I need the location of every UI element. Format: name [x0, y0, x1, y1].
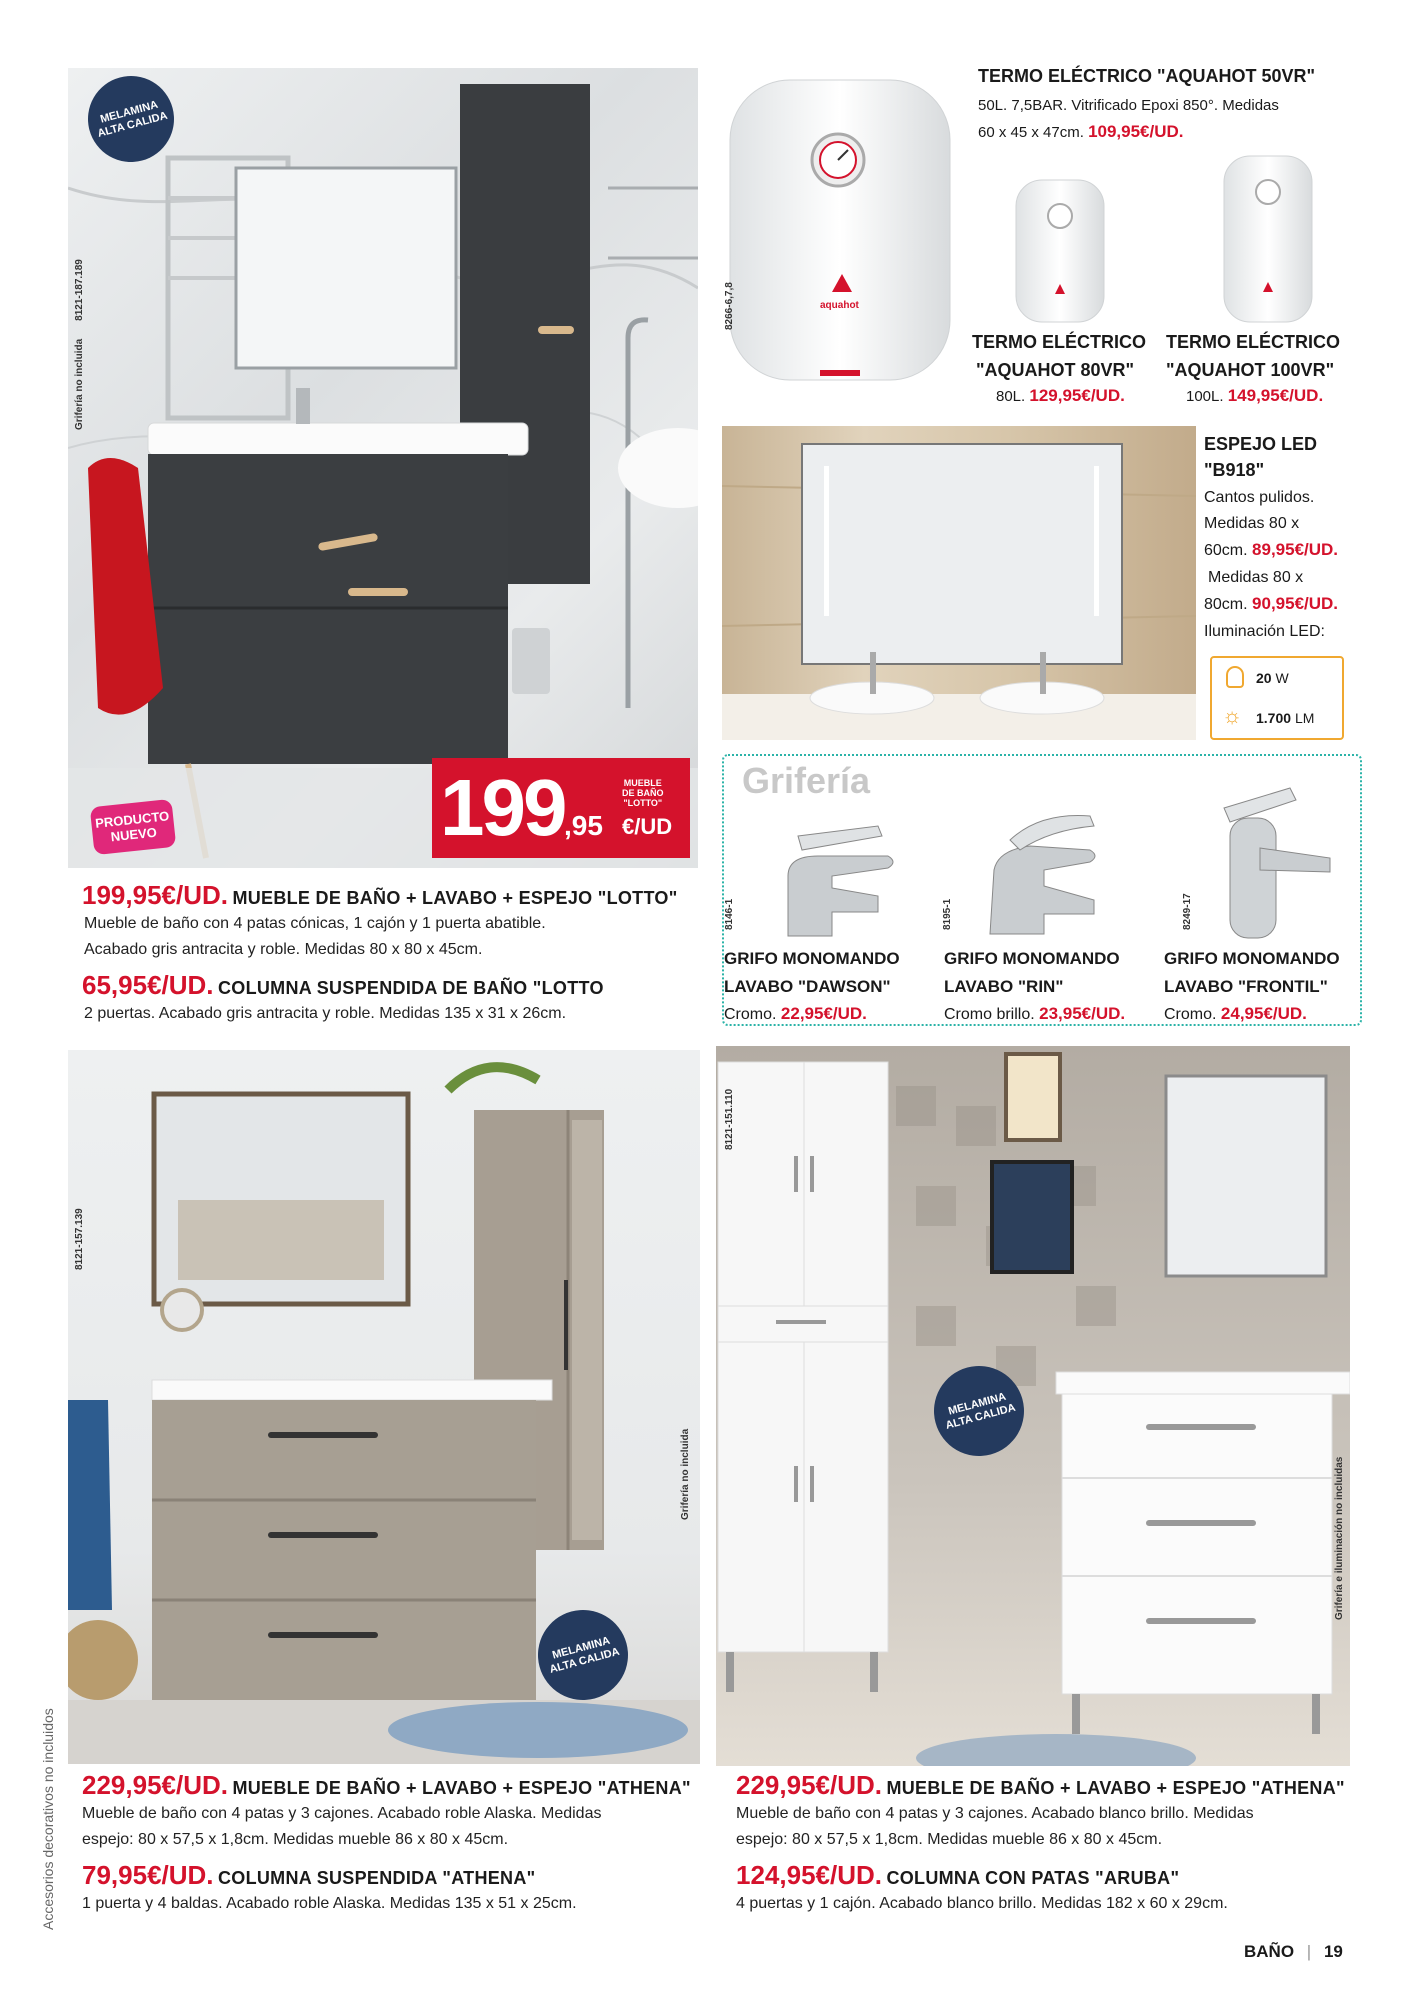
grifo-frontil-price: 24,95€/UD. — [1220, 1004, 1307, 1023]
footer-section: BAÑO — [1244, 1942, 1295, 1961]
lotto-photo — [68, 68, 698, 868]
lotto-ref: 8121-187.189 — [74, 259, 85, 321]
espejo-l5: 80cm. — [1204, 596, 1248, 613]
athena-blanco-i1-d2: espejo: 80 x 57,5 x 1,8cm. Medidas mueble 86 x 80 x 45cm. — [736, 1831, 1163, 1848]
athena-blanco-i2-price: 124,95€/UD. — [736, 1860, 882, 1890]
lotto-item1-title: MUEBLE DE BAÑO + LAVABO + ESPEJO "LOTTO" — [232, 888, 678, 908]
athena-roble-i1-title: MUEBLE DE BAÑO + LAVABO + ESPEJO "ATHENA" — [232, 1778, 691, 1798]
led-spec-box — [1210, 656, 1344, 740]
melamina-badge-text: MELAMINA ALTA CALIDA — [96, 98, 169, 140]
grifo-dawson-price: 22,95€/UD. — [780, 1004, 867, 1023]
espejo-l2: Medidas 80 x — [1204, 515, 1300, 532]
grifo-rin-ref: 8195-1 — [942, 898, 953, 930]
athena-roble-melamina-text: MELAMINA ALTA CALIDA — [548, 1634, 621, 1676]
termo-50-desc1: 50L. 7,5BAR. Vitrificado Epoxi 850°. Medidas — [978, 97, 1279, 114]
grifo-rin-price: 23,95€/UD. — [1039, 1004, 1126, 1023]
athena-roble-ref: 8121-157.139 — [74, 1208, 85, 1270]
lm-unit: LM — [1294, 710, 1315, 726]
grifo-dawson-desc-line — [724, 1002, 867, 1027]
lotto-side-note: Grifería no incluida8121-187.189 — [74, 259, 85, 430]
termo-100-photo — [1218, 152, 1318, 326]
athena-roble-i2-price: 79,95€/UD. — [82, 1860, 214, 1890]
espejo-title1: ESPEJO LED — [1204, 434, 1318, 454]
athena-blanco-i2-title: COLUMNA CON PATAS "ARUBA" — [886, 1868, 1180, 1888]
espejo-p1: 89,95€/UD. — [1252, 540, 1339, 559]
termo-80-price: 129,95€/UD. — [1029, 386, 1125, 405]
athena-blanco-i2-line — [736, 1860, 1179, 1891]
athena-roble-i1-d2: espejo: 80 x 57,5 x 1,8cm. Medidas mueble 86 x 80 x 45cm. — [82, 1831, 509, 1848]
grifo-rin-t2: LAVABO "RIN" — [944, 977, 1064, 996]
lotto-price-unit: €/UD — [622, 814, 673, 839]
espejo-p2: 90,95€/UD. — [1252, 594, 1339, 613]
grifo-dawson-ref: 8146-1 — [724, 898, 735, 930]
grifo-dawson-t1: GRIFO MONOMANDO — [724, 949, 900, 968]
grifo-rin-photo — [970, 810, 1120, 940]
lm-line — [1256, 710, 1314, 726]
grifo-rin-desc: Cromo brillo. — [944, 1006, 1035, 1023]
espejo-l3-line — [1204, 538, 1338, 563]
grifo-frontil-t1: GRIFO MONOMANDO — [1164, 949, 1340, 968]
lm-value: 1.700 — [1256, 710, 1292, 726]
bulb-icon — [1226, 666, 1244, 688]
termo-100-desc: 100L. — [1186, 388, 1224, 405]
lotto-item1-desc1: Mueble de baño con 4 patas cónicas, 1 cajón y 1 puerta abatible. — [84, 915, 546, 932]
griferia-heading: Grifería — [742, 760, 871, 801]
athena-blanco-i1-d1: Mueble de baño con 4 patas y 3 cajones. Acabado blanco brillo. Medidas — [736, 1805, 1254, 1822]
athena-blanco-ref: 8121-151.110 — [724, 1088, 735, 1150]
lotto-item2-desc: 2 puertas. Acabado gris antracita y roble. Medidas 135 x 31 x 26cm. — [84, 1005, 567, 1022]
new-product-badge-text: PRODUCTO NUEVO — [94, 808, 170, 845]
footer-left-note: Accesorios decorativos no incluidos — [40, 1708, 56, 1930]
espejo-l1: Cantos pulidos. — [1204, 489, 1315, 506]
grifo-dawson-t2: LAVABO "DAWSON" — [724, 977, 891, 996]
athena-blanco-photo — [716, 1046, 1350, 1766]
termo-80-desc: 80L. — [996, 388, 1026, 405]
athena-blanco-i1-price: 229,95€/UD. — [736, 1770, 882, 1800]
lotto-item1-line — [82, 880, 678, 911]
termo-50-title: TERMO ELÉCTRICO "AQUAHOT 50VR" — [978, 66, 1316, 86]
termo-80-desc-line — [996, 384, 1125, 409]
watt-line — [1256, 670, 1289, 686]
termo-brand: aquahot — [820, 300, 859, 311]
lotto-item2-line — [82, 970, 604, 1001]
athena-blanco-i2-d: 4 puertas y 1 cajón. Acabado blanco brillo. Medidas 182 x 60 x 29cm. — [736, 1895, 1228, 1912]
termo-50-desc2: 60 x 45 x 47cm. — [978, 124, 1084, 141]
athena-roble-i2-title: COLUMNA SUSPENDIDA "ATHENA" — [217, 1868, 536, 1888]
espejo-title2: "B918" — [1204, 460, 1265, 480]
termo-80-photo — [1010, 176, 1110, 326]
athena-roble-i2-line — [82, 1860, 536, 1891]
termo-50-desc2-line — [978, 120, 1184, 145]
athena-roble-photo — [68, 1050, 700, 1764]
athena-roble-i1-line — [82, 1770, 691, 1801]
termo-80-title2: "AQUAHOT 80VR" — [976, 360, 1135, 380]
lotto-price-box — [432, 758, 690, 858]
athena-blanco-melamina-text: MELAMINA ALTA CALIDA — [944, 1390, 1017, 1432]
grifo-frontil-ref: 8249-17 — [1182, 893, 1193, 930]
termo-50-price: 109,95€/UD. — [1088, 122, 1184, 141]
termo-100-price: 149,95€/UD. — [1227, 386, 1324, 405]
watt-unit: W — [1275, 670, 1289, 686]
athena-roble-i1-d1: Mueble de baño con 4 patas y 3 cajones. Acabado roble Alaska. Medidas — [82, 1805, 602, 1822]
espejo-l4: Medidas 80 x — [1208, 569, 1304, 586]
sun-icon: ☼ — [1222, 703, 1243, 728]
athena-roble-i2-d: 1 puerta y 4 baldas. Acabado roble Alaska. Medidas 135 x 51 x 25cm. — [82, 1895, 577, 1912]
grifo-dawson-photo — [758, 816, 908, 946]
termo-100-title2: "AQUAHOT 100VR" — [1166, 360, 1335, 380]
athena-blanco-i1-title: MUEBLE DE BAÑO + LAVABO + ESPEJO "ATHENA" — [886, 1778, 1345, 1798]
grifo-frontil-desc-line — [1164, 1002, 1307, 1027]
grifo-rin-t1: GRIFO MONOMANDO — [944, 949, 1120, 968]
footer-page-label: BAÑO | 19 — [1244, 1942, 1343, 1961]
espejo-l6: Iluminación LED: — [1204, 623, 1325, 640]
athena-blanco-side-note: Grifería e iluminación no incluidas — [1334, 1456, 1345, 1620]
espejo-l5-line — [1204, 592, 1338, 617]
lotto-price-dec: ,95 — [564, 810, 603, 841]
grifo-frontil-t2: LAVABO "FRONTIL" — [1164, 977, 1328, 996]
espejo-photo — [722, 426, 1196, 740]
espejo-l3: 60cm. — [1204, 542, 1248, 559]
lotto-item1-desc2: Acabado gris antracita y roble. Medidas 80 x 80 x 45cm. — [84, 941, 483, 958]
footer-page-number: 19 — [1323, 1942, 1343, 1961]
termo-100-title1: TERMO ELÉCTRICO — [1166, 332, 1340, 352]
lotto-price-int: 199 — [440, 763, 565, 852]
watt-value: 20 — [1256, 670, 1272, 686]
grifo-rin-desc-line — [944, 1002, 1125, 1027]
grifo-dawson-desc: Cromo. — [724, 1006, 777, 1023]
grifo-frontil-photo — [1200, 778, 1340, 944]
termo-ref: 8266-6,7,8 — [724, 282, 735, 330]
lotto-item2-price: 65,95€/UD. — [82, 970, 214, 1000]
grifo-frontil-desc: Cromo. — [1164, 1006, 1217, 1023]
lotto-item2-title: COLUMNA SUSPENDIDA DE BAÑO "LOTTO — [217, 978, 604, 998]
athena-blanco-i1-line — [736, 1770, 1345, 1801]
lotto-price-label: MUEBLE DE BAÑO "LOTTO" — [622, 778, 664, 808]
lotto-item1-price: 199,95€/UD. — [82, 880, 228, 910]
athena-roble-i1-price: 229,95€/UD. — [82, 1770, 228, 1800]
termo-50-photo — [720, 70, 960, 390]
new-product-badge — [90, 799, 177, 855]
termo-100-desc-line — [1186, 384, 1323, 409]
termo-80-title1: TERMO ELÉCTRICO — [972, 332, 1146, 352]
athena-roble-side-note: Grifería no incluida — [680, 1428, 691, 1520]
